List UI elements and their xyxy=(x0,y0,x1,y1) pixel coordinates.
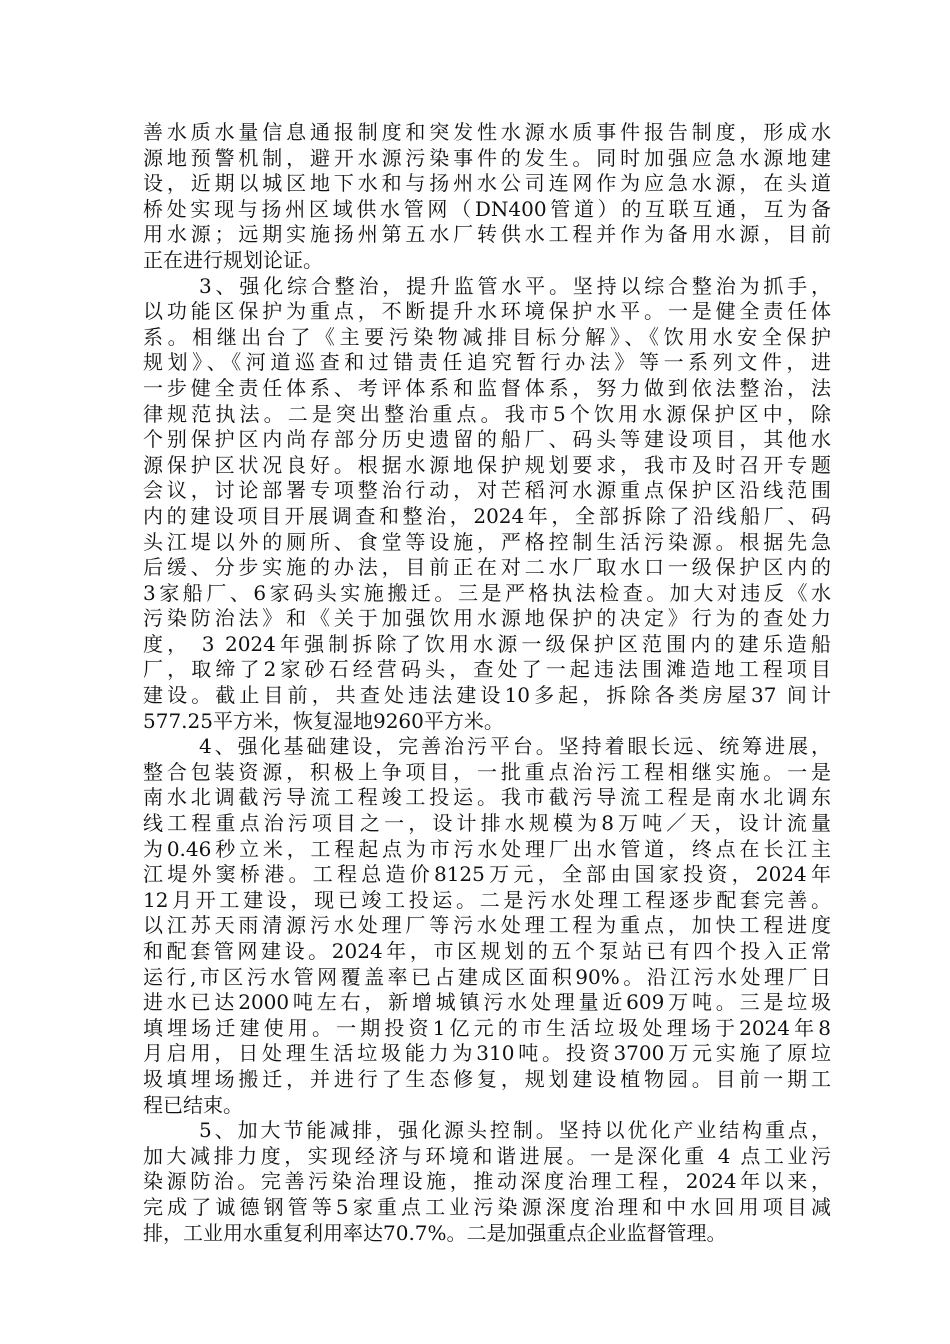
text-line: 3家船厂、6家码头实施搬迁。三是严格执法检查。加大对违反《水 xyxy=(143,580,831,605)
text-line: 577.25平方米，恢复湿地9260平方米。 xyxy=(143,708,504,733)
paragraph xyxy=(143,120,831,274)
document-body xyxy=(143,120,831,1246)
text-line: 正在进行规划论证。 xyxy=(143,247,323,272)
text-line: 一步健全责任体系、考评体系和监督体系，努力做到依法整治，法 xyxy=(143,375,831,400)
text-line: 进水已达2000吨左右，新增城镇污水处理量近609万吨。三是垃圾 xyxy=(143,990,831,1015)
text-line: 建设。截止目前，共查处违法建设10多起，拆除各类房屋37 间计 xyxy=(143,683,831,708)
text-line: 用水源；远期实施扬州第五水厂转供水工程并作为备用水源，目前 xyxy=(143,222,831,247)
text-line: 5、加大节能减排，强化源头控制。坚持以优化产业结构重点， xyxy=(199,1118,831,1143)
text-line: 程已结束。 xyxy=(143,1092,243,1117)
text-line: 线工程重点治污项目之一，设计排水规模为8万吨／天，设计流量 xyxy=(143,811,831,836)
text-line: 源保护区状况良好。根据水源地保护规划要求，我市及时召开专题 xyxy=(143,452,831,477)
paragraph xyxy=(143,734,831,1118)
text-line: 头江堤以外的厕所、食堂等设施，严格控制生活污染源。根据先急 xyxy=(143,529,831,554)
text-line: 规划》、《河道巡查和过错责任追究暂行办法》等一系列文件，进 xyxy=(143,350,831,375)
text-line: 染源防治。完善污染治理设施，推动深度治理工程，2024年以来， xyxy=(143,1169,831,1194)
text-line: 3、强化综合整治，提升监管水平。坚持以综合整治为抓手， xyxy=(199,273,831,298)
text-line: 以江苏天雨清源污水处理厂等污水处理工程为重点，加快工程进度 xyxy=(143,913,831,938)
text-line: 加大减排力度，实现经济与环境和谐进展。一是深化重 4 点工业污 xyxy=(143,1143,831,1168)
text-line: 12月开工建设，现已竣工投运。二是污水处理工程逐步配套完善。 xyxy=(143,887,831,912)
text-line: 桥处实现与扬州区域供水管网（DN400管道）的互联互通，互为备 xyxy=(143,196,831,221)
text-line: 后缓、分步实施的办法，目前正在对二水厂取水口一级保护区内的 xyxy=(143,555,831,580)
text-line: 江堤外窦桥港。工程总造价8125万元，全部由国家投资，2024年 xyxy=(143,862,831,887)
text-line: 圾填埋场搬迁，并进行了生态修复，规划建设植物园。目前一期工 xyxy=(143,1066,831,1091)
text-line: 为0.46秒立米，工程起点为市污水处理厂出水管道，终点在长江主 xyxy=(143,836,831,861)
text-line: 运行,市区污水管网覆盖率已占建成区面积90%。沿江污水处理厂日 xyxy=(143,964,831,989)
text-line: 填埋场迁建使用。一期投资1亿元的市生活垃圾处理场于2024年8 xyxy=(143,1015,831,1040)
paragraph xyxy=(143,274,831,735)
text-line: 完成了诚德钢管等5家重点工业污染源深度治理和中水回用项目减 xyxy=(143,1194,831,1219)
text-line: 月启用，日处理生活垃圾能力为310吨。投资3700万元实施了原垃 xyxy=(143,1041,831,1066)
text-line: 个别保护区内尚存部分历史遗留的船厂、码头等建设项目，其他水 xyxy=(143,427,831,452)
text-line: 以功能区保护为重点，不断提升水环境保护水平。一是健全责任体 xyxy=(143,299,831,324)
text-line: 整合包装资源，积极上争项目，一批重点治污工程相继实施。一是 xyxy=(143,759,831,784)
text-line: 排，工业用水重复利用率达70.7%。二是加强重点企业监督管理。 xyxy=(143,1220,727,1245)
text-line: 南水北调截污导流工程竣工投运。我市截污导流工程是南水北调东 xyxy=(143,785,831,810)
paragraph xyxy=(143,1118,831,1246)
text-line: 内的建设项目开展调查和整治，2024年，全部拆除了沿线船厂、码 xyxy=(143,503,831,528)
text-line: 会议，讨论部署专项整治行动，对芒稻河水源重点保护区沿线范围 xyxy=(143,478,831,503)
text-line: 和配套管网建设。2024年，市区规划的五个泵站已有四个投入正常 xyxy=(143,939,831,963)
text-line: 律规范执法。二是突出整治重点。我市5个饮用水源保护区中，除 xyxy=(143,401,831,426)
text-line: 源地预警机制，避开水源污染事件的发生。同时加强应急水源地建 xyxy=(143,145,831,170)
text-line: 度， 3 2024年强制拆除了饮用水源一级保护区范围内的建乐造船 xyxy=(143,631,831,656)
text-line: 善水质水量信息通报制度和突发性水源水质事件报告制度，形成水 xyxy=(143,120,831,144)
text-line: 污染防治法》和《关于加强饮用水源地保护的决定》行为的查处力 xyxy=(143,606,831,631)
text-line: 厂，取缔了2家砂石经营码头，查处了一起违法围滩造地工程项目 xyxy=(143,657,831,682)
text-line: 系。相继出台了《主要污染物减排目标分解》、《饮用水安全保护 xyxy=(143,324,831,349)
text-line: 4、强化基础建设，完善治污平台。坚持着眼长远、统筹进展， xyxy=(199,734,831,759)
text-line: 设，近期以城区地下水和与扬州水公司连网作为应急水源，在头道 xyxy=(143,171,831,196)
